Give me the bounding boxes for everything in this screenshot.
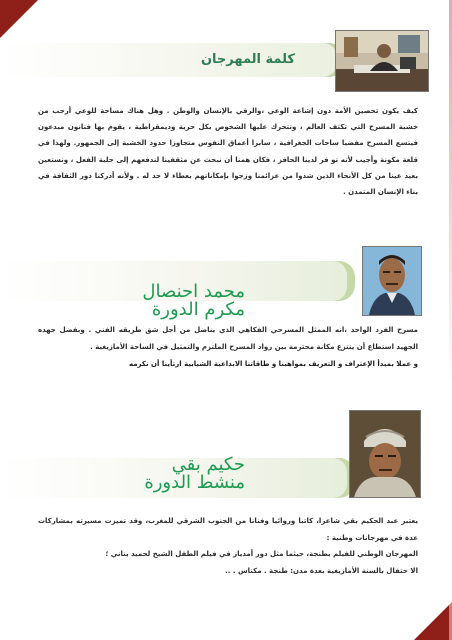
- intro-paragraph: كيف يكون تحصين الأمة دون إشاعة الوعي ،والرقي بالإنسان والوطن . وهل هناك مساحة للوعي أرحب من خشبة المسرح التي تكثف العالم ، وتتحرك عليها الشخوص بكل حرية وديمقراطية ، يقوم بها فنانون مبدعون فيتسع المسرح مفضيا ساحات الجغرافية ، سابرا أعماق النفوس متجاوزا حدود الخشبة إلى الجمهور. ولهذا في قلعة مكونة وأجيب لأنه تو فر لدينا الحافز ، فكان همنا أن نبحث عن مثقفينا لندفعهم إلى حلبة الفعل ، ونستعين بعيد عينا من كل الأنحاء الذين شدوا من عزائمنا وزجوا بإمكاناتهم بعطاء لا حد له . ولأنه أدركنا دور الثقافة في بناء الإنسان المتمدن .: [38, 107, 418, 197]
- honoree-paragraph: مسرح الفرد الواحد ،انه الممثل المسرحي الفكاهي الذي يناضل من أجل شق طريقه الفني . وبفضل جهده الجهيد استطاع أن ينتزع مكانة محترمة بين رواد المسرح الملتزم والتمثيل في الساحة الأمازيغية .: [38, 326, 418, 351]
- host-paragraph-1: يعتبر عبد الحكيم بقي شاعرا، كاتبا وروائيا وفنانا من الجنوب الشرقي للمغرب، وقد تميزت مسيرته بمشاركات عدة في مهرجانات وطنية :: [38, 517, 418, 542]
- honoree-text: [38, 322, 418, 373]
- honoree-paragraph-2: و عملا بمبدأ الإعتراف و التعريف بمواهبنا و طاقاتنا الابداعية الشبابية ارتأينا أن نكرمه: [128, 360, 418, 368]
- host-text: [38, 513, 418, 579]
- host-paragraph-3: الا حتفال بالسنة الأمازيغية بعدة مدن: طنجة . مكناس . ..: [225, 566, 418, 575]
- page-title: كلمة المهرجان: [200, 52, 295, 67]
- host-photo: [349, 410, 421, 498]
- honoree-photo: [362, 246, 422, 316]
- festival-director-photo: [335, 30, 429, 92]
- host-role: منشط الدورة: [144, 472, 245, 493]
- corner-decoration-top-left: [0, 0, 38, 38]
- host-paragraph-2: المهرجان الوطني للفيلم بطنجة، حيثما مثل دور أمدياز في فيلم الطفل الشيخ لحميد بناني ؛: [105, 550, 418, 558]
- host-name: حكيم بقي: [171, 454, 245, 475]
- corner-decoration-bottom-right: [414, 602, 452, 640]
- honoree-role: مكرم الدورة: [151, 299, 245, 320]
- honoree-name: محمد احنصال: [142, 281, 245, 302]
